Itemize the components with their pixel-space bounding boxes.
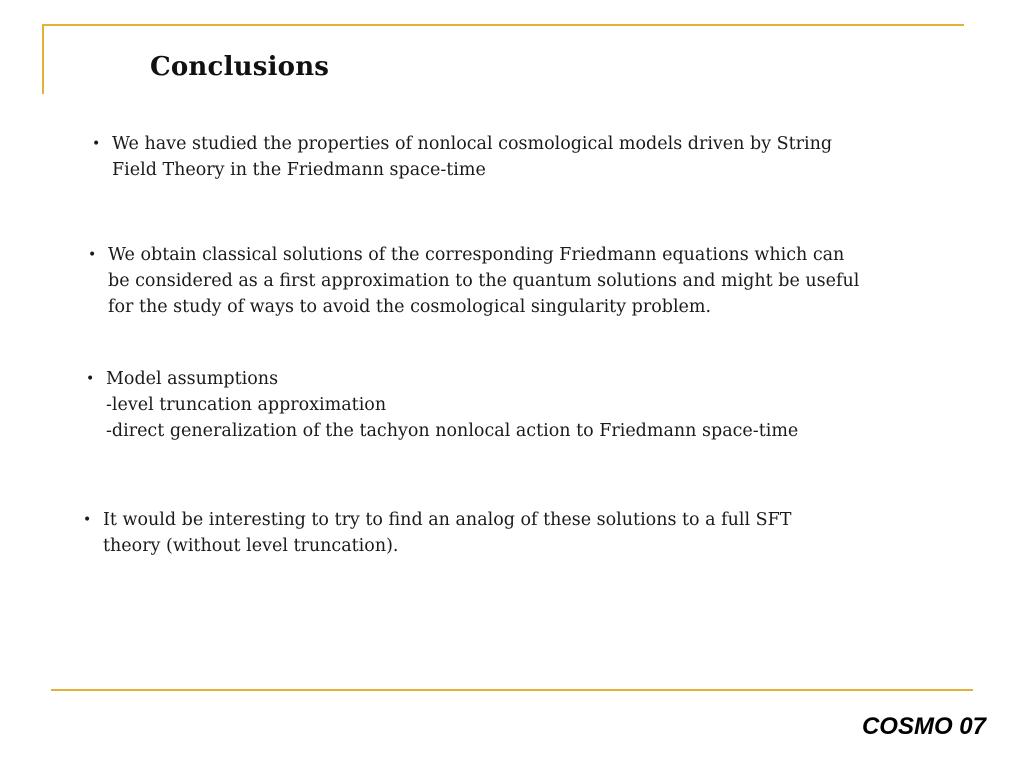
bullet-icon: • <box>86 371 95 387</box>
slide-title: Conclusions <box>150 52 330 82</box>
bullet-item-4 <box>83 507 883 559</box>
bullet-3-line-3: -direct generalization of the tachyon nonlocal action to Friedmann space-time <box>106 421 799 441</box>
bullet-icon: • <box>88 247 97 263</box>
bullet-1-line-1: We have studied the properties of nonlocal cosmological models driven by String <box>112 134 833 154</box>
bullet-4-line-1: It would be interesting to try to find an analog of these solutions to a full SFT <box>103 510 792 530</box>
bullet-2-line-2: be considered as a first approximation to the quantum solutions and might be useful <box>108 271 860 291</box>
bullet-1-line-2: Field Theory in the Friedmann space-time <box>112 160 486 180</box>
left-border-line <box>42 24 44 94</box>
bullet-4-line-2: theory (without level truncation). <box>103 536 399 556</box>
bullet-item-3 <box>86 366 886 444</box>
bottom-border-line <box>51 689 973 691</box>
bullet-2-line-1: We obtain classical solutions of the corresponding Friedmann equations which can <box>108 245 845 265</box>
bullet-icon: • <box>92 136 101 152</box>
bullet-item-2 <box>88 242 888 320</box>
footer-conference-tag: COSMO 07 <box>861 713 986 740</box>
bullet-2-line-3: for the study of ways to avoid the cosmological singularity problem. <box>108 297 712 317</box>
bullet-icon: • <box>83 512 92 528</box>
bullet-3-line-1: Model assumptions <box>106 369 279 389</box>
bullet-3-line-2: -level truncation approximation <box>106 395 387 415</box>
bullet-item-1 <box>92 131 892 183</box>
top-border-line <box>42 24 964 26</box>
